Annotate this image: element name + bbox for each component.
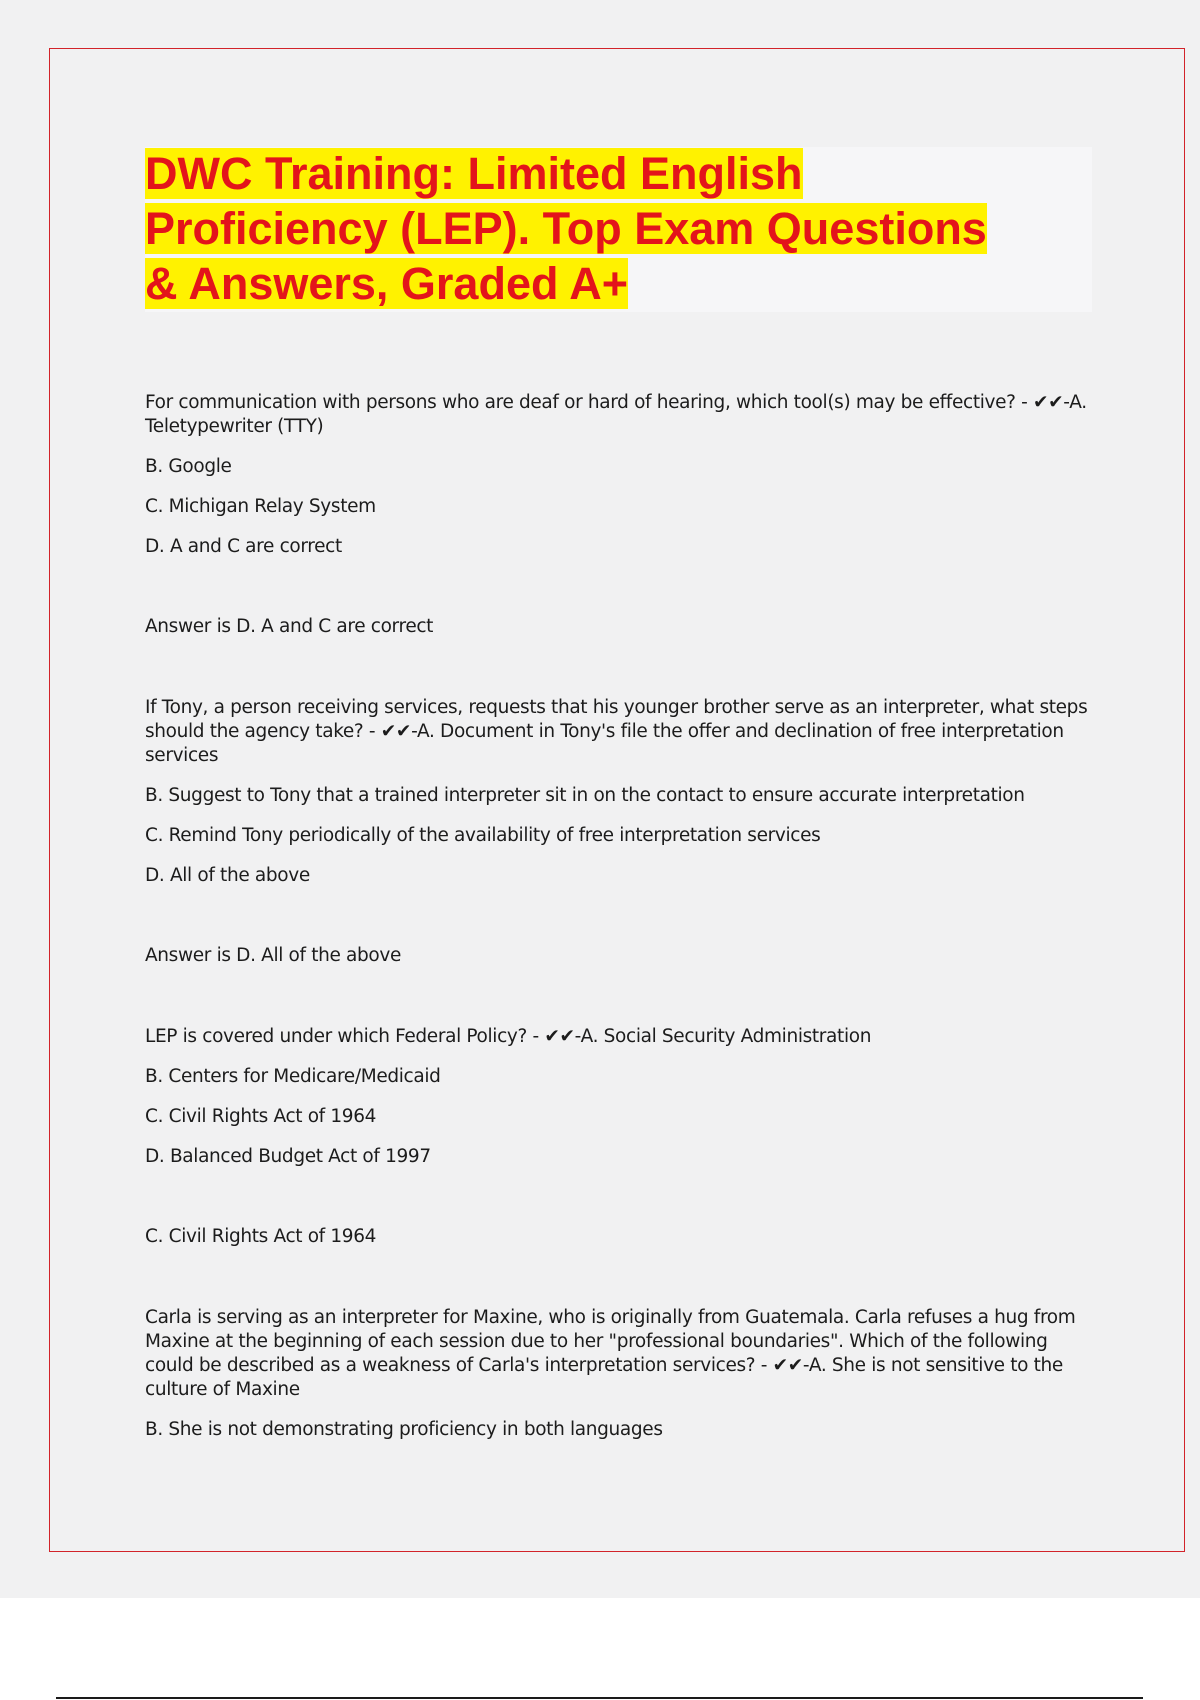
answer-option: D. A and C are correct xyxy=(145,536,342,557)
question-text: For communication with persons who are deaf or hard of hearing, which tool(s) may be effective? - ✔✔-A. Teletypewriter (TTY) xyxy=(145,392,1087,437)
answer-option: B. Suggest to Tony that a trained interpreter sit in on the contact to ensure accurate interpretation xyxy=(145,785,1025,806)
answer-option: D. Balanced Budget Act of 1997 xyxy=(145,1146,431,1167)
answer-option: B. She is not demonstrating proficiency in both languages xyxy=(145,1419,663,1440)
answer-option: C. Civil Rights Act of 1964 xyxy=(145,1106,377,1127)
question-text: If Tony, a person receiving services, requests that his younger brother serve as an interpreter, what steps should the agency take? - ✔✔-A. Document in Tony's file the offer and declination of free interpretation services xyxy=(145,697,1088,766)
correct-answer: Answer is D. All of the above xyxy=(145,945,402,966)
page-divider xyxy=(56,1697,1143,1699)
document-body xyxy=(145,391,1090,1442)
question-text: Carla is serving as an interpreter for Maxine, who is originally from Guatemala. Carla refuses a hug from Maxine at the beginning of each session due to her "professional boundaries". Which of the following could be described as a weakness of Carla's interpretation services? - ✔✔-A. She is not sensitive to the culture of Maxine xyxy=(145,1307,1076,1400)
title-line-2: Proficiency (LEP). Top Exam Questions xyxy=(145,203,987,254)
answer-option: B. Google xyxy=(145,456,232,477)
question-block-2 xyxy=(145,696,1090,968)
question-block-1 xyxy=(145,391,1090,639)
answer-option: D. All of the above xyxy=(145,865,310,886)
answer-option: B. Centers for Medicare/Medicaid xyxy=(145,1066,441,1087)
title-line-3: & Answers, Graded A+ xyxy=(145,258,629,309)
document-title xyxy=(145,146,1045,311)
answer-option: C. Michigan Relay System xyxy=(145,496,376,517)
question-block-4 xyxy=(145,1306,1090,1442)
answer-option: C. Remind Tony periodically of the availability of free interpretation services xyxy=(145,825,821,846)
correct-answer: C. Civil Rights Act of 1964 xyxy=(145,1226,377,1247)
title-line-1: DWC Training: Limited English xyxy=(145,148,803,199)
correct-answer: Answer is D. A and C are correct xyxy=(145,616,434,637)
question-text: LEP is covered under which Federal Policy? - ✔✔-A. Social Security Administration xyxy=(145,1026,872,1047)
question-block-3 xyxy=(145,1025,1090,1249)
